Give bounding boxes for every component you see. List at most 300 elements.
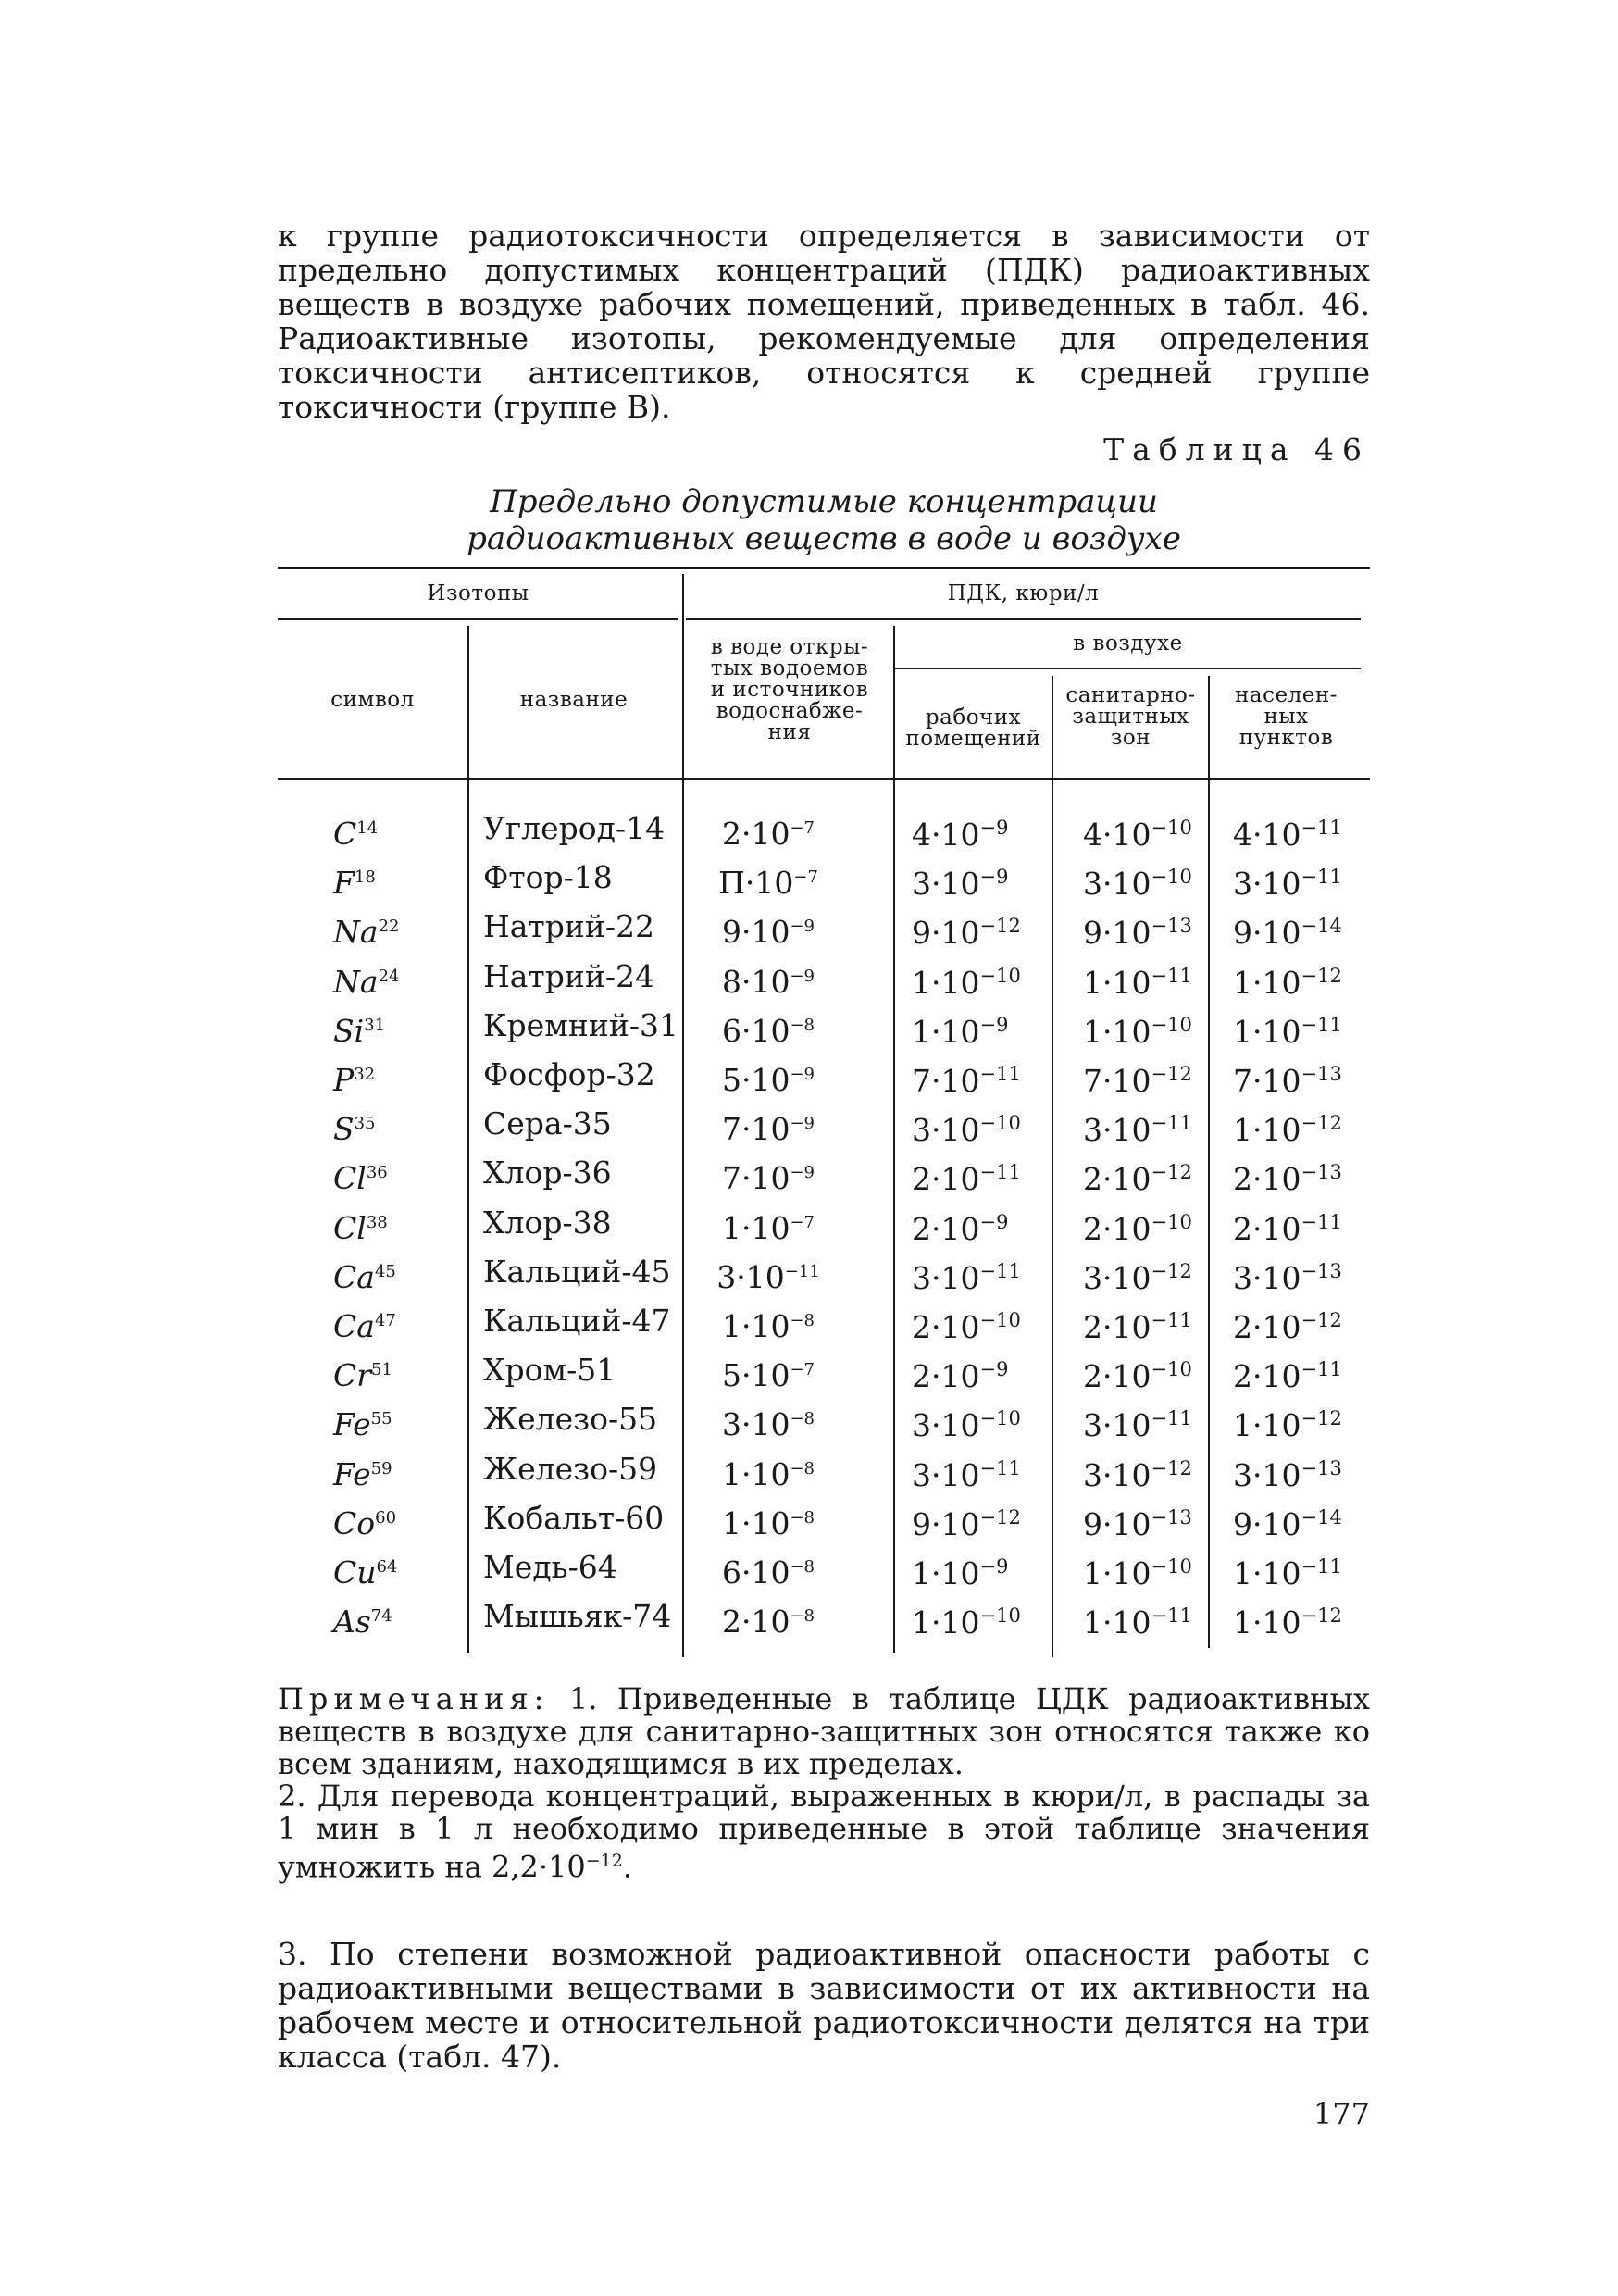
table-caption-line: Предельно допустимые концентрации: [490, 483, 1158, 520]
pdk-water-water: 6·10: [721, 1554, 790, 1591]
pdk-settlements: [1233, 1148, 1372, 1204]
pdk-sanitary: [1083, 1001, 1231, 1056]
pdk-water: [694, 1394, 842, 1449]
isotope-name: [483, 902, 654, 951]
isotope-symbol: [333, 804, 426, 858]
isotope-symbol-el: Cu: [333, 1554, 377, 1591]
pdk-work: [912, 1247, 1064, 1303]
isotope-symbol-mass: 22: [378, 917, 400, 937]
pdk-water-water: 2·10: [721, 1603, 790, 1641]
table-row: [278, 952, 1370, 1001]
pdk-sanitary-sanit: 7·10: [1083, 1063, 1151, 1099]
isotope-name-name: Кальций-47: [483, 1303, 671, 1339]
pdk-work: [912, 1444, 1064, 1500]
table-top-rule: [278, 567, 1370, 569]
pdk-work-work: 1·10: [912, 1013, 980, 1050]
pdk-settlements-settl: 1·10: [1233, 1604, 1301, 1641]
pdk-water-water_exp: −7: [790, 818, 815, 838]
note-2-end: .: [622, 1849, 633, 1885]
pdk-sanitary-sanit_exp: −10: [1151, 1210, 1192, 1233]
isotope-name: [483, 1050, 655, 1099]
isotope-symbol: [333, 1296, 426, 1351]
pdk-settlements-settl: 3·10: [1233, 1259, 1301, 1296]
pdk-work-work: 1·10: [912, 964, 980, 1001]
pdk-sanitary-sanit_exp: −10: [1151, 1555, 1192, 1578]
pdk-settlements: [1233, 853, 1372, 908]
isotope-symbol-mass: 31: [364, 1015, 386, 1035]
isotope-symbol-el: Si: [333, 1012, 365, 1049]
table-row: [278, 1198, 1370, 1247]
pdk-sanitary-sanit: 2·10: [1083, 1309, 1151, 1345]
pdk-sanitary-sanit_exp: −12: [1151, 1161, 1192, 1184]
table-row: [278, 853, 1370, 902]
isotope-symbol-mass: 35: [354, 1114, 376, 1134]
isotope-symbol-mass: 51: [371, 1360, 392, 1380]
header-line: ных: [1263, 705, 1309, 729]
isotope-symbol-el: S: [333, 1111, 355, 1148]
pdk-water-water_exp: −8: [790, 1458, 815, 1479]
isotope-symbol-el: Na: [333, 963, 379, 1000]
pdk-work-work: 9·10: [912, 1505, 980, 1542]
pdk-water: [694, 1493, 842, 1548]
pdk-water: [694, 1099, 842, 1154]
isotope-name-name: Кобальт-60: [483, 1499, 665, 1536]
pdk-work: [912, 1542, 1064, 1598]
isotope-name: [483, 1542, 617, 1591]
isotope-symbol-el: Ca: [333, 1308, 375, 1344]
pdk-settlements: [1233, 1345, 1372, 1401]
pdk-settlements-settl_exp: −12: [1301, 1309, 1342, 1331]
pdk-work: [912, 1001, 1064, 1056]
pdk-settlements-settl: 4·10: [1233, 817, 1301, 853]
intro-paragraph: к группе радиотоксичности определяется в зависимости от предельно допустимых концентраций (ПДК) радиоактивных веществ в воздухе рабочих помещений, приведенных в табл. 46. Радиоактивные изотопы, рекомендуемые для определения токсичности антисептиков, относятся к средней группе токсичности (группе В).: [278, 218, 1370, 425]
pdk-sanitary-sanit_exp: −11: [1151, 1604, 1192, 1628]
pdk-settlements-settl_exp: −11: [1301, 1358, 1342, 1381]
header-line: санитарно-: [1065, 683, 1196, 707]
pdk-work-work: 3·10: [912, 1259, 980, 1296]
pdk-settlements-settl: 3·10: [1233, 866, 1301, 903]
table-row: [278, 1542, 1370, 1591]
isotope-symbol: [333, 1394, 426, 1449]
pdk-water: [694, 804, 842, 858]
pdk-work-work: 3·10: [912, 1407, 980, 1444]
isotope-symbol: [333, 952, 426, 1006]
isotope-symbol-el: As: [333, 1603, 371, 1641]
pdk-water-water: 1·10: [721, 1455, 790, 1492]
pdk-water: [694, 1247, 842, 1302]
table-header-rule: [895, 668, 1361, 669]
pdk-work: [912, 1394, 1064, 1450]
pdk-work: [912, 902, 1064, 957]
pdk-water-water_exp: −8: [790, 1557, 815, 1577]
isotope-symbol: [333, 853, 426, 907]
pdk-water: [694, 1050, 842, 1104]
pdk-settlements-settl_exp: −12: [1301, 1112, 1342, 1135]
pdk-settlements-settl_exp: −12: [1301, 964, 1342, 987]
pdk-settlements-settl: 3·10: [1233, 1456, 1301, 1493]
pdk-water-water_exp: −8: [790, 1409, 815, 1429]
pdk-settlements-settl_exp: −11: [1301, 1013, 1342, 1036]
pdk-sanitary-sanit: 2·10: [1083, 1358, 1151, 1395]
pdk-work-work: 1·10: [912, 1555, 980, 1591]
pdk-water-water_exp: −8: [790, 1507, 815, 1528]
pdk-sanitary-sanit: 1·10: [1083, 1555, 1151, 1591]
pdk-settlements: [1233, 1198, 1372, 1254]
pdk-water: [694, 1148, 842, 1203]
pdk-water: [694, 1296, 842, 1351]
isotope-symbol: [333, 1247, 426, 1302]
isotope-symbol: [333, 1050, 426, 1104]
pdk-water: [694, 1591, 842, 1646]
pdk-sanitary-sanit: 3·10: [1083, 1456, 1151, 1493]
pdk-water: [694, 1198, 842, 1253]
pdk-sanitary-sanit_exp: −12: [1151, 1456, 1192, 1479]
pdk-water-water: 1·10: [721, 1209, 790, 1246]
pdk-settlements: [1233, 1542, 1372, 1598]
isotope-symbol-mass: 59: [370, 1458, 392, 1479]
pdk-water: [694, 853, 842, 907]
table-header-bottom-rule: [278, 778, 1370, 780]
table-row: [278, 1001, 1370, 1050]
pdk-sanitary: [1083, 853, 1231, 908]
pdk-settlements-settl: 2·10: [1233, 1210, 1301, 1247]
pdk-sanitary: [1083, 902, 1231, 957]
pdk-sanitary-sanit_exp: −11: [1151, 964, 1192, 987]
isotope-symbol-mass: 64: [376, 1557, 398, 1577]
isotope-symbol-el: F: [333, 865, 355, 902]
isotope-name-name: Сера-35: [483, 1105, 612, 1142]
isotope-name: [483, 1198, 612, 1247]
pdk-sanitary-sanit: 1·10: [1083, 1604, 1151, 1641]
isotope-name-name: Фосфор-32: [483, 1056, 655, 1092]
isotope-name-name: Мышьяк-74: [483, 1598, 672, 1635]
pdk-sanitary-sanit: 3·10: [1083, 1112, 1151, 1149]
pdk-work: [912, 952, 1064, 1007]
isotope-symbol: [333, 1345, 426, 1400]
isotope-symbol-mass: 24: [378, 966, 400, 986]
header-line: в воде откры-: [710, 635, 869, 659]
pdk-sanitary-sanit: 1·10: [1083, 964, 1151, 1001]
pdk-work-work_exp: −11: [979, 1063, 1021, 1085]
pdk-water-water_exp: −11: [784, 1261, 820, 1281]
pdk-water: [694, 1001, 842, 1055]
pdk-work-work_exp: −10: [979, 1604, 1021, 1628]
pdk-settlements-settl_exp: −11: [1301, 817, 1342, 839]
isotope-name: [483, 1001, 678, 1050]
isotope-symbol-mass: 45: [374, 1261, 396, 1281]
header-line: пунктов: [1238, 726, 1334, 750]
pdk-work: [912, 1345, 1064, 1401]
pdk-sanitary: [1083, 804, 1231, 859]
isotope-symbol-el: Cl: [333, 1160, 367, 1197]
pdk-sanitary-sanit: 3·10: [1083, 1407, 1151, 1444]
note-2-text: 2. Для перевода концентраций, выраженных в кюри/л, в распады за 1 мин в 1 л необходимо приведенные в этой таблице значения умножить на 2,2·10: [278, 1778, 1370, 1885]
table-header-rule: [686, 618, 1361, 620]
pdk-water-water_exp: −7: [790, 1212, 815, 1232]
isotope-name: [483, 1148, 612, 1197]
pdk-settlements: [1233, 1394, 1372, 1450]
header-line: рабочих: [925, 705, 1022, 730]
pdk-sanitary: [1083, 1345, 1231, 1401]
pdk-sanitary-sanit_exp: −11: [1151, 1112, 1192, 1135]
pdk-water-water_exp: −8: [790, 1015, 815, 1035]
pdk-work-work_exp: −12: [979, 1505, 1021, 1529]
pdk-water: [694, 902, 842, 956]
isotope-name-name: Железо-55: [483, 1401, 658, 1438]
pdk-settlements-settl: 1·10: [1233, 1407, 1301, 1444]
isotope-symbol-el: Cr: [333, 1357, 372, 1394]
pdk-water-water: 5·10: [721, 1357, 790, 1394]
pdk-settlements-settl: 2·10: [1233, 1161, 1301, 1198]
pdk-work: [912, 1198, 1064, 1254]
pdk-sanitary: [1083, 1394, 1231, 1450]
pdk-work-work: 3·10: [912, 866, 980, 903]
header-sanitary: [1053, 685, 1208, 749]
pdk-water-water_exp: −8: [790, 1606, 815, 1627]
pdk-sanitary-sanit_exp: −12: [1151, 1063, 1192, 1085]
pdk-water-water: 1·10: [721, 1308, 790, 1344]
isotope-name: [483, 804, 665, 853]
header-air: в воздухе: [1073, 631, 1183, 655]
pdk-sanitary: [1083, 1493, 1231, 1549]
header-work: [895, 707, 1052, 750]
note-2: [278, 1780, 1370, 1884]
header-line: водоснабже-: [716, 699, 864, 723]
pdk-settlements-settl_exp: −14: [1301, 915, 1342, 938]
pdk-work-work_exp: −9: [979, 866, 1009, 889]
isotope-name: [483, 1296, 671, 1345]
pdk-sanitary-sanit_exp: −10: [1151, 1358, 1192, 1381]
header-water: [686, 637, 893, 743]
header-symbol: символ: [330, 688, 415, 712]
pdk-sanitary: [1083, 1148, 1231, 1204]
pdk-work-work: 2·10: [912, 1210, 980, 1247]
isotope-symbol-el: Na: [333, 914, 379, 951]
pdk-water-water_exp: −9: [790, 1114, 815, 1134]
isotope-symbol-mass: 14: [356, 818, 379, 838]
isotope-symbol-el: Co: [333, 1504, 376, 1541]
isotope-name: [483, 853, 613, 902]
isotope-name-name: Фтор-18: [483, 859, 613, 896]
isotope-symbol: [333, 1444, 426, 1499]
pdk-sanitary-sanit_exp: −12: [1151, 1259, 1192, 1282]
pdk-settlements-settl_exp: −14: [1301, 1505, 1342, 1529]
pdk-work-work_exp: −10: [979, 1407, 1021, 1430]
pdk-settlements-settl_exp: −11: [1301, 866, 1342, 889]
pdk-work-work_exp: −10: [979, 964, 1021, 987]
pdk-work: [912, 1296, 1064, 1352]
pdk-sanitary-sanit_exp: −11: [1151, 1407, 1192, 1430]
pdk-water-water: 5·10: [721, 1062, 790, 1098]
isotope-symbol-mass: 38: [366, 1212, 388, 1232]
pdk-work-work: 2·10: [912, 1358, 980, 1395]
pdk-settlements: [1233, 1247, 1372, 1303]
pdk-sanitary: [1083, 952, 1231, 1007]
header-line: и источников: [710, 678, 869, 702]
isotope-symbol-el: C: [333, 816, 357, 852]
isotope-symbol: [333, 1591, 426, 1646]
pdk-water-water_exp: −7: [793, 867, 818, 888]
table-row: [278, 1345, 1370, 1394]
pdk-settlements-settl_exp: −13: [1301, 1161, 1342, 1184]
isotope-symbol-mass: 55: [370, 1409, 392, 1429]
isotope-symbol-mass: 47: [374, 1311, 396, 1330]
pdk-water-water_exp: −9: [790, 1065, 815, 1084]
pdk-work-work: 9·10: [912, 915, 980, 952]
pdk-work-work: 2·10: [912, 1309, 980, 1345]
table-label: Таблица 46: [1103, 431, 1370, 468]
pdk-water: [694, 1542, 842, 1597]
page-number: 177: [1313, 2096, 1370, 2131]
pdk-water-water: 9·10: [721, 914, 790, 951]
pdk-settlements-settl_exp: −11: [1301, 1555, 1342, 1578]
pdk-settlements: [1233, 804, 1372, 859]
pdk-settlements-settl: 9·10: [1233, 1505, 1301, 1542]
pdk-settlements: [1233, 1296, 1372, 1352]
pdk-sanitary: [1083, 1247, 1231, 1303]
pdk-sanitary-sanit: 2·10: [1083, 1210, 1151, 1247]
pdk-water-water: 1·10: [721, 1504, 790, 1541]
paragraph-3: 3. По степени возможной радиоактивной опасности работы с радиоактивными веществами в зависимости от их активности на рабочем месте и относительной радиотоксичности делятся на три класса (табл. 47).: [278, 1936, 1370, 2075]
pdk-water: [694, 1444, 842, 1499]
pdk-work-work_exp: −11: [979, 1456, 1021, 1479]
isotope-symbol: [333, 1493, 426, 1548]
isotope-symbol: [333, 1001, 426, 1055]
pdk-settlements-settl: 1·10: [1233, 964, 1301, 1001]
isotope-name: [483, 1444, 657, 1493]
pdk-settlements: [1233, 1591, 1372, 1647]
pdk-sanitary-sanit: 9·10: [1083, 1505, 1151, 1542]
pdk-sanitary: [1083, 1591, 1231, 1647]
pdk-settlements-settl_exp: −11: [1301, 1210, 1342, 1233]
pdk-sanitary-sanit_exp: −10: [1151, 1013, 1192, 1036]
isotope-symbol: [333, 1542, 426, 1597]
isotope-name-name: Хлор-36: [483, 1154, 612, 1192]
pdk-sanitary-sanit: 1·10: [1083, 1013, 1151, 1050]
pdk-settlements-settl: 9·10: [1233, 915, 1301, 952]
header-line: защитных: [1072, 705, 1189, 729]
table-row: [278, 1444, 1370, 1493]
isotope-name: [483, 1394, 657, 1443]
pdk-settlements: [1233, 1099, 1372, 1154]
isotope-name-name: Медь-64: [483, 1549, 617, 1585]
pdk-work-work_exp: −9: [979, 1210, 1009, 1233]
pdk-settlements-settl_exp: −13: [1301, 1063, 1342, 1085]
table-row: [278, 1050, 1370, 1099]
pdk-work-work_exp: −9: [979, 1013, 1009, 1036]
table-row: [278, 1296, 1370, 1345]
isotope-name: [483, 1493, 664, 1542]
isotope-symbol-el: Fe: [333, 1455, 371, 1492]
isotope-name-name: Натрий-24: [483, 957, 654, 994]
pdk-work-work: 3·10: [912, 1112, 980, 1149]
pdk-settlements: [1233, 902, 1372, 957]
pdk-sanitary-sanit: 4·10: [1083, 817, 1151, 853]
isotope-name-name: Хлор-38: [483, 1204, 612, 1241]
pdk-sanitary: [1083, 1198, 1231, 1254]
pdk-work-work: 1·10: [912, 1604, 980, 1641]
pdk-water-water: 8·10: [721, 963, 790, 1000]
pdk-sanitary: [1083, 1050, 1231, 1105]
pdk-settlements-settl: 1·10: [1233, 1013, 1301, 1050]
pdk-settlements: [1233, 1444, 1372, 1500]
pdk-sanitary-sanit_exp: −13: [1151, 1505, 1192, 1529]
header-line: зон: [1110, 726, 1151, 750]
pdk-work: [912, 1050, 1064, 1105]
pdk-settlements-settl: 7·10: [1233, 1063, 1301, 1099]
table-row: [278, 1247, 1370, 1296]
pdk-water-water_exp: −8: [790, 1311, 815, 1330]
header-pdk: ПДК, кюри/л: [947, 581, 1100, 605]
pdk-sanitary-sanit: 3·10: [1083, 1259, 1151, 1296]
table-caption-line: радиоактивных веществ в воде и воздухе: [467, 520, 1181, 557]
isotope-name-name: Натрий-22: [483, 908, 654, 945]
notes-label: Примечания:: [278, 1681, 550, 1716]
pdk-work: [912, 1148, 1064, 1204]
header-settlements: [1210, 685, 1363, 749]
pdk-settlements-settl: 2·10: [1233, 1309, 1301, 1345]
pdk-settlements-settl_exp: −12: [1301, 1407, 1342, 1430]
pdk-water: [694, 952, 842, 1006]
isotope-symbol-el: Ca: [333, 1258, 375, 1295]
pdk-work-work_exp: −11: [979, 1161, 1021, 1184]
pdk-work-work_exp: −10: [979, 1309, 1021, 1331]
pdk-work: [912, 1099, 1064, 1154]
pdk-work-work_exp: −9: [979, 1555, 1009, 1578]
isotope-name-name: Хром-51: [483, 1352, 616, 1389]
table-caption: [278, 483, 1370, 557]
header-line: помещений: [905, 727, 1041, 751]
pdk-settlements-settl: 2·10: [1233, 1358, 1301, 1395]
note-1-text: 1. Приведенные в таблице ЦДК радиоактивных веществ в воздухе для санитарно-защитных зон относятся также ко всем зданиям, находящимся в их пределах.: [278, 1681, 1371, 1781]
isotope-name: [483, 1345, 616, 1394]
pdk-water-water: 3·10: [716, 1258, 785, 1295]
pdk-work: [912, 853, 1064, 908]
table-row: [278, 1099, 1370, 1148]
table-row: [278, 804, 1370, 853]
pdk-settlements: [1233, 952, 1372, 1007]
isotope-symbol: [333, 1148, 426, 1203]
isotope-symbol-mass: 60: [375, 1507, 397, 1528]
pdk-work-work: 4·10: [912, 817, 980, 853]
pdk-water: [694, 1345, 842, 1400]
isotope-name: [483, 1099, 612, 1148]
header-line: тых водоемов: [710, 656, 869, 680]
pdk-settlements-settl: 1·10: [1233, 1555, 1301, 1591]
pdk-water-water: 3·10: [721, 1406, 790, 1443]
isotope-name: [483, 1591, 671, 1641]
pdk-work-work: 7·10: [912, 1063, 980, 1099]
pdk-sanitary-sanit_exp: −10: [1151, 817, 1192, 839]
header-line: ния: [767, 720, 812, 744]
isotope-name: [483, 1247, 671, 1296]
pdk-work-work: 3·10: [912, 1456, 980, 1493]
table-row: [278, 1148, 1370, 1197]
pdk-water-water: 6·10: [721, 1012, 790, 1049]
isotope-symbol-mass: 36: [366, 1163, 388, 1183]
table-row: [278, 1493, 1370, 1542]
pdk-work-work_exp: −9: [979, 817, 1009, 839]
isotope-name: [483, 952, 654, 1001]
pdk-sanitary: [1083, 1099, 1231, 1154]
pdk-settlements: [1233, 1050, 1372, 1105]
pdk-work: [912, 1493, 1064, 1549]
pdk-water-water_exp: −9: [790, 917, 815, 937]
isotope-symbol-mass: 18: [354, 867, 376, 888]
pdk-sanitary-sanit: 9·10: [1083, 915, 1151, 952]
isotope-name-name: Железо-59: [483, 1450, 658, 1487]
pdk-sanitary-sanit: 2·10: [1083, 1161, 1151, 1198]
